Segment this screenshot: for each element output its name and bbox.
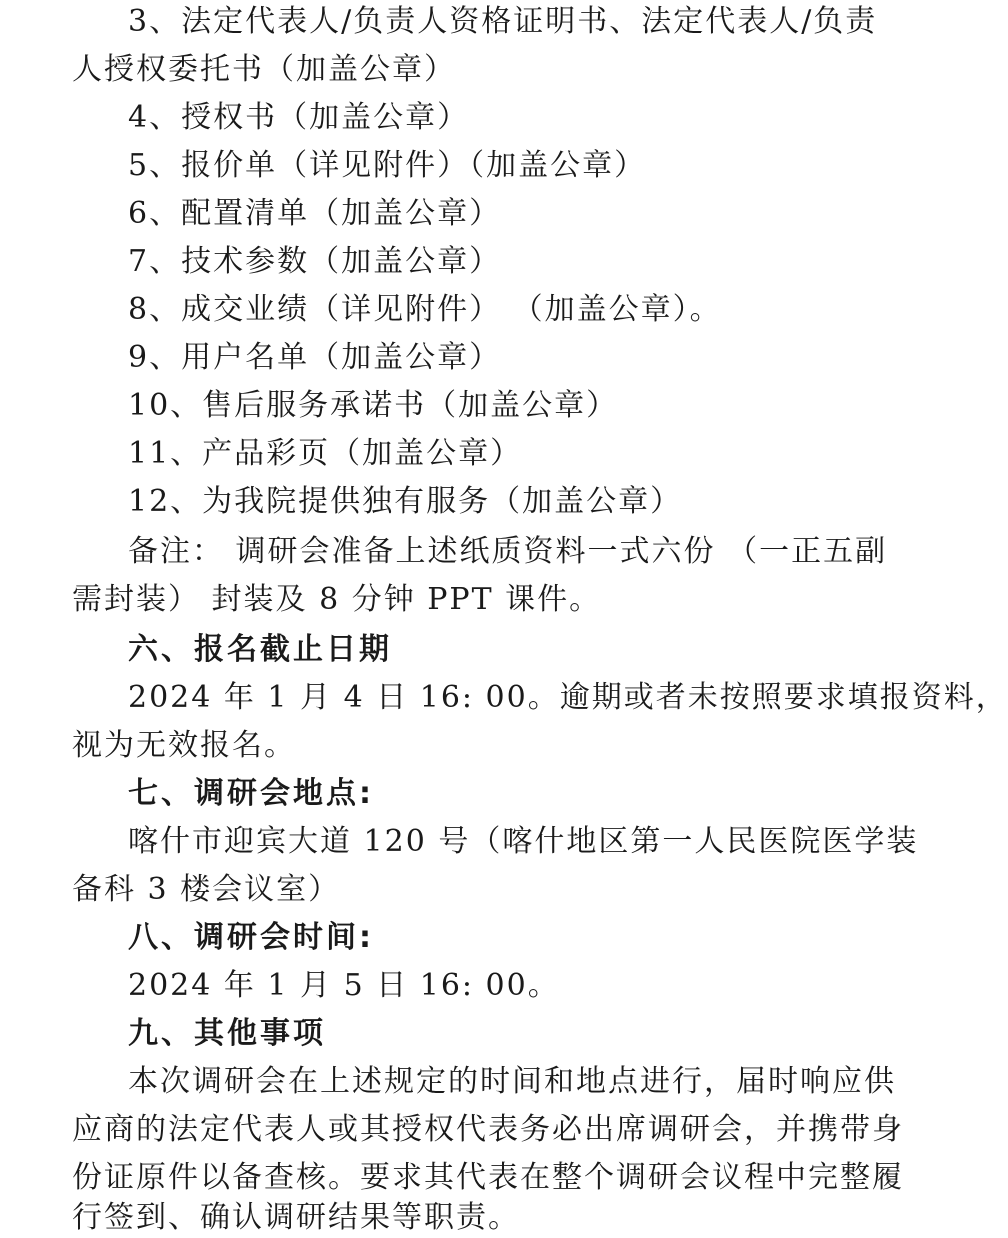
deadline-line-1: 2024 年 1 月 4 日 16: 00。逾期或者未按照要求填报资料， (128, 680, 1008, 715)
item-8: 8、成交业绩（详见附件） （加盖公章）。 (128, 292, 722, 327)
item-9: 9、用户名单（加盖公章） (128, 340, 502, 375)
section-8-heading: 八、调研会时间: (128, 920, 374, 955)
item-10: 10、售后服务承诺书（加盖公章） (128, 388, 619, 423)
location-line-2: 备科 3 楼会议室） (72, 872, 341, 907)
item-3-line-1: 3、法定代表人/负责人资格证明书、法定代表人/负责 (128, 4, 878, 39)
deadline-line-2: 视为无效报名。 (72, 728, 296, 763)
location-line-1: 喀什市迎宾大道 120 号（喀什地区第一人民医院医学装 (128, 824, 919, 859)
item-5: 5、报价单（详见附件）（加盖公章） (128, 148, 647, 183)
item-12: 12、为我院提供独有服务（加盖公章） (128, 484, 683, 519)
other-matters-line-1: 本次调研会在上述规定的时间和地点进行，届时响应供 (128, 1064, 896, 1099)
item-7: 7、技术参数（加盖公章） (128, 244, 502, 279)
other-matters-line-3: 份证原件以备查核。要求其代表在整个调研会议程中完整履 (72, 1160, 904, 1195)
section-6-heading: 六、报名截止日期 (128, 632, 392, 667)
item-3-line-2: 人授权委托书（加盖公章） (72, 52, 456, 87)
remark-line-2: 需封装） 封装及 8 分钟 PPT 课件。 (72, 582, 602, 617)
other-matters-line-2: 应商的法定代表人或其授权代表务必出席调研会，并携带身 (72, 1112, 904, 1147)
item-11: 11、产品彩页（加盖公章） (128, 436, 523, 471)
item-6: 6、配置清单（加盖公章） (128, 196, 502, 231)
remark-line-1: 备注： 调研会准备上述纸质资料一式六份 （一正五副 (128, 534, 888, 569)
section-9-heading: 九、其他事项 (128, 1016, 326, 1051)
other-matters-line-4: 行签到、确认调研结果等职责。 (72, 1200, 520, 1235)
section-7-heading: 七、调研会地点: (128, 776, 374, 811)
item-4: 4、授权书（加盖公章） (128, 100, 470, 135)
meeting-time: 2024 年 1 月 5 日 16: 00。 (128, 968, 560, 1003)
